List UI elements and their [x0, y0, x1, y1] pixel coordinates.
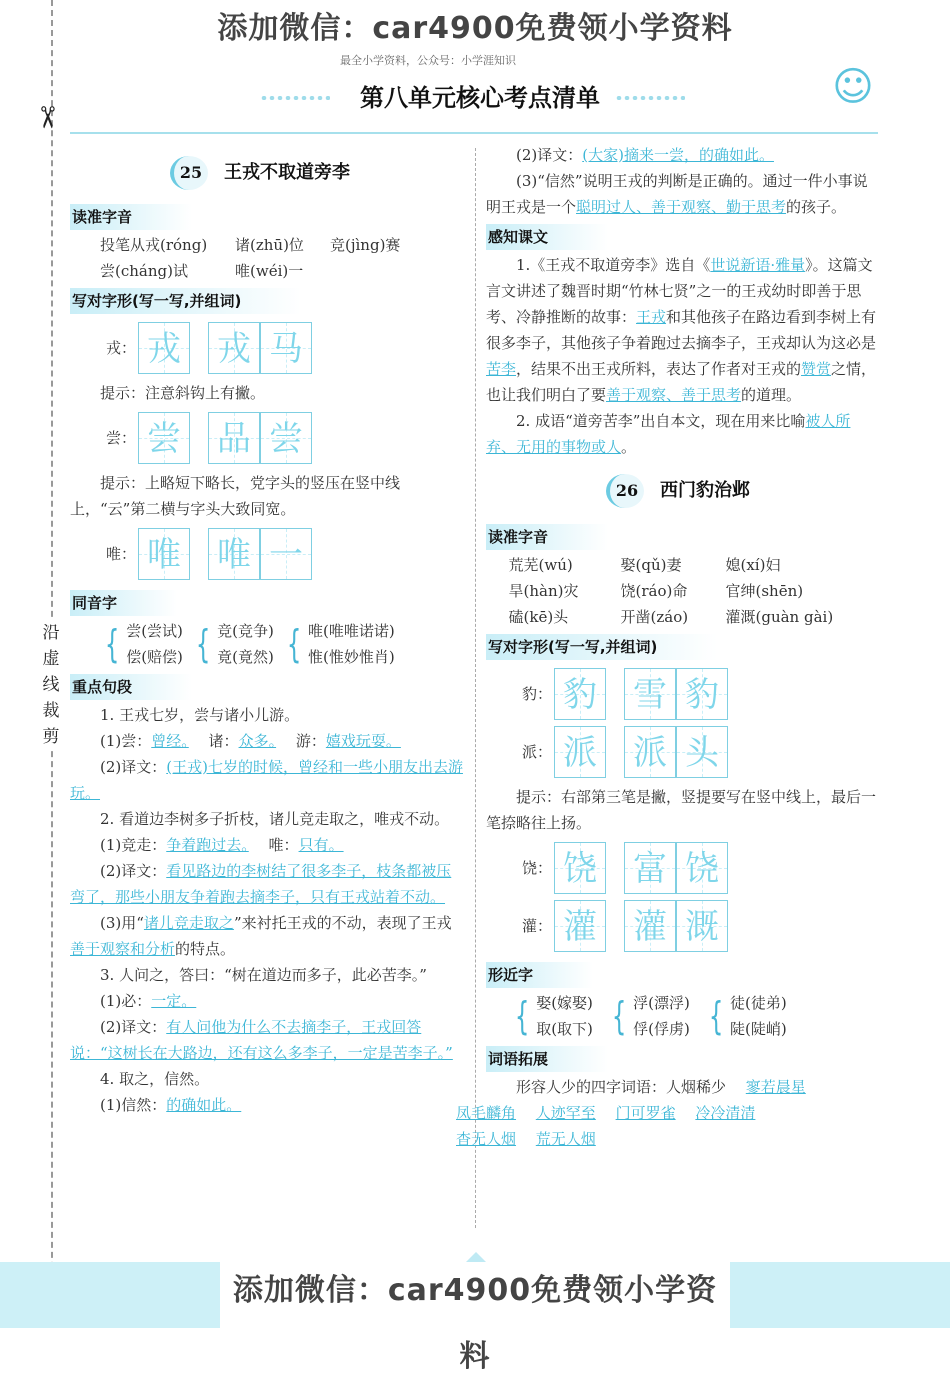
tip-text: 提示：上略短下略长，党字头的竖压在竖中线上，“云”第二横与字头大致同宽。 — [70, 474, 401, 518]
char-grid-row: 戎： 戎 戎 马 — [106, 322, 466, 374]
answer-line: (2)译文：看见路边的李树结了很多李子，枝条都被压弯了，那些小朋友争着跑去摘李子，只有王戎站着不动。 — [70, 862, 452, 906]
char-box: 头 — [676, 726, 728, 778]
paragraph: 1.《王戎不取道旁李》选自《世说新语·雅量》。这篇文言文讲述了魏晋时期“竹林七贤”之一的王戎幼时即善于思考、冷静推断的故事：王戎和其他孩子在路边看到李树上有很多李子，其他孩子争着跑过去摘李子，王戎却认为这必是苦李，结果不出王戎所料，表达了作者对王戎的赞赏之情，也让我们明白了要善于观察、善于思考的道理。 — [486, 256, 877, 404]
char-box: 唯 — [208, 528, 260, 580]
char-box: 品 — [208, 412, 260, 464]
char-box: 戎 — [138, 322, 190, 374]
pronounce-row: 旱(hàn)灾 饶(ráo)命 官绅(shēn) — [508, 582, 804, 600]
pronounce-row: 投笔从戎(róng) 诸(zhū)位 竞(jìng)赛 — [100, 236, 401, 254]
section-pronounce: 读准字音 — [70, 204, 192, 230]
homophone-pair: { 尝(尝试) 偿(赔偿) — [104, 622, 183, 666]
tip-text: 提示：注意斜钩上有撇。 — [100, 384, 266, 402]
char-grid-row: 唯： 唯 唯 一 — [106, 528, 466, 580]
column-divider — [475, 148, 476, 1228]
answer-line: (1)尝：曾经。 诸：众多。 游：嬉戏玩耍。 — [100, 732, 401, 750]
section-write: 写对字形(写一写,并组词) — [70, 288, 301, 314]
tip-text: 提示：右部第三笔是撇，竖提要写在竖中线上，最后一笔捺略往上扬。 — [486, 788, 877, 832]
char-box: 灌 — [554, 900, 606, 952]
char-box: 雪 — [624, 668, 676, 720]
char-box: 一 — [260, 528, 312, 580]
homophone-pair: { 唯(唯唯诺诺) 惟(惟妙惟肖) — [286, 622, 395, 666]
answer-line: (2)译文：(王戎)七岁的时候，曾经和一些小朋友出去游玩。 — [70, 758, 463, 802]
section-pronounce: 读准字音 — [486, 524, 608, 550]
decor-triangle — [466, 1252, 486, 1262]
right-column — [456, 142, 880, 1152]
char-box: 唯 — [138, 528, 190, 580]
question-text: 2. 看道边李树多子折枝，诸儿竞走取之，唯戎不动。 — [100, 810, 450, 828]
pronounce-row: 荒芜(wú) 娶(qǔ)妻 媳(xí)妇 — [508, 556, 781, 574]
char-grid-row: 灌： 灌 灌 溉 — [522, 900, 880, 952]
section-write: 写对字形(写一写,并组词) — [486, 634, 717, 660]
decor-dots-right — [615, 96, 685, 100]
answer-line: (2)译文：(大家)摘来一尝，的确如此。 — [516, 146, 774, 164]
char-box: 富 — [624, 842, 676, 894]
lesson-26-heading — [606, 474, 880, 508]
answer-line: (1)必：一定。 — [100, 992, 197, 1010]
question-text: 1. 王戎七岁，尝与诸小儿游。 — [100, 706, 300, 724]
char-box: 尝 — [138, 412, 190, 464]
answer-line: (1)信然：的确如此。 — [100, 1096, 242, 1114]
watermark-text: 添加微信：car4900免费领小学资料 — [232, 1273, 718, 1374]
cut-instruction: 沿 虚 线 裁 剪 — [40, 620, 62, 750]
char-grid-row: 派： 派 派 头 — [522, 726, 880, 778]
page-title: 第八单元核心考点清单 — [360, 84, 600, 112]
question-text: 3. 人问之，答曰：“树在道边而多子，此必苦李。” — [100, 966, 427, 984]
watermark-text: 添加微信：car4900免费领小学资料 — [217, 11, 733, 46]
scissors-icon: ✂ — [29, 104, 65, 131]
answer-line: (3)用“诸儿竞走取之”来衬托王戎的不动，表现了王戎善于观察和分析的特点。 — [70, 914, 452, 958]
answer-line: (1)竞走：争着跑过去。 唯：只有。 — [100, 836, 344, 854]
char-grid-row: 尝： 尝 品 尝 — [106, 412, 466, 464]
top-watermark-banner — [0, 0, 950, 58]
char-grid-row: 豹： 豹 雪 豹 — [522, 668, 880, 720]
lesson-title: 西门豹治邺 — [660, 480, 750, 501]
section-key-sentences: 重点句段 — [70, 674, 192, 700]
lesson-25-heading — [170, 156, 466, 190]
lesson-number: 26 — [606, 474, 644, 508]
lesson-title: 王戎不取道旁李 — [224, 162, 350, 183]
section-homophones: 同音字 — [70, 590, 177, 616]
char-box: 尝 — [260, 412, 312, 464]
char-box: 溉 — [676, 900, 728, 952]
question-text: 4. 取之，信然。 — [100, 1070, 210, 1088]
char-box: 饶 — [676, 842, 728, 894]
section-perceive: 感知课文 — [486, 224, 608, 250]
char-box: 派 — [554, 726, 606, 778]
similar-pair: { 娶(嫁娶) 取(取下) — [514, 994, 593, 1038]
char-box: 豹 — [554, 668, 606, 720]
pronounce-row: 尝(cháng)试 唯(wéi)一 — [100, 262, 304, 280]
expansion-words: 形容人少的四字词语：人烟稀少 寥若晨星 凤毛麟角 人迹罕至 门可罗雀 冷冷清清 杳无人烟 荒无人烟 — [456, 1078, 806, 1148]
pronounce-row: 磕(kē)头 开凿(záo) 灌溉(guàn gài) — [508, 608, 834, 626]
char-box: 马 — [260, 322, 312, 374]
char-box: 灌 — [624, 900, 676, 952]
answer-line: (2)译文：有人问他为什么不去摘李子，王戎回答说：“这树长在大路边，还有这么多李子，一定是苦李子。” — [70, 1018, 453, 1062]
char-box: 戎 — [208, 322, 260, 374]
char-box: 派 — [624, 726, 676, 778]
char-grid-row: 饶： 饶 富 饶 — [522, 842, 880, 894]
bottom-watermark-banner — [0, 1262, 950, 1374]
left-column — [70, 148, 466, 1118]
similar-groups — [486, 990, 880, 1042]
sub-banner: 最全小学资料，公众号：小学涯知识 — [340, 54, 516, 67]
homophone-groups — [70, 618, 466, 670]
answer-line: (3)“信然”说明王戎的判断是正确的。通过一件小事说明王戎是一个聪明过人、善于观察、勤于思考的孩子。 — [486, 172, 868, 216]
lesson-number: 25 — [170, 156, 208, 190]
mascot-icon: ☺ — [832, 64, 874, 110]
char-box: 豹 — [676, 668, 728, 720]
char-box: 饶 — [554, 842, 606, 894]
header-rule — [70, 132, 878, 134]
similar-pair: { 浮(漂浮) 俘(俘虏) — [611, 994, 690, 1038]
section-similar-chars: 形近字 — [486, 962, 593, 988]
similar-pair: { 徒(徒弟) 陡(陡峭) — [708, 994, 787, 1038]
section-word-expansion: 词语拓展 — [486, 1046, 608, 1072]
paragraph: 2. 成语“道旁苦李”出自本文，现在用来比喻被人所弃、无用的事物或人。 — [486, 412, 851, 456]
homophone-pair: { 竞(竞争) 竟(竟然) — [195, 622, 274, 666]
